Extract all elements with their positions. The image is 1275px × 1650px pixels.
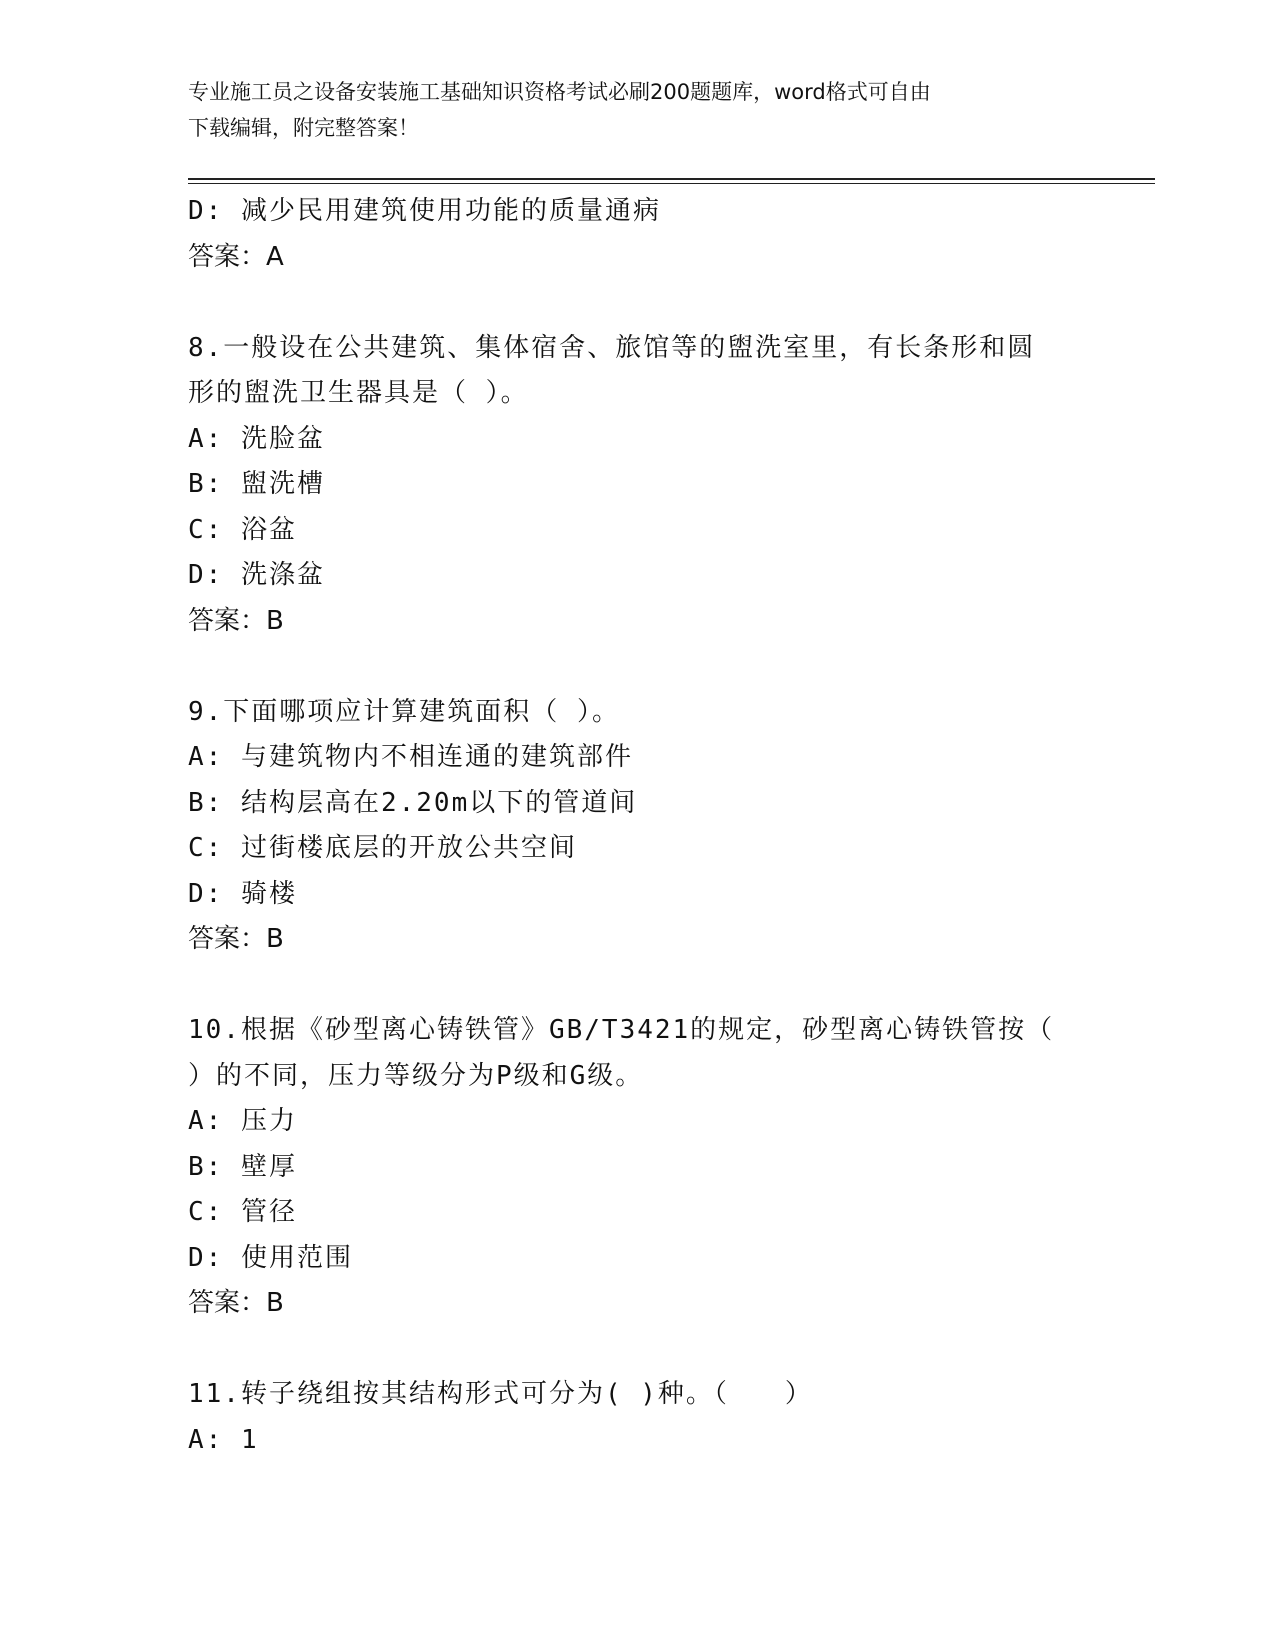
q9-option-c: C: 过街楼底层的开放公共空间 [188,833,577,863]
answer-label: 答案： [188,1288,267,1318]
answer-label: 答案： [188,241,267,272]
q10-stem-line-1: 10.根据《砂型离心铸铁管》GB/T3421的规定，砂型离心铸铁管按（ [188,1015,1055,1045]
header-line-2: 下载编辑，附完整答案！ [188,116,419,140]
q8-option-d: D: 洗涤盆 [188,560,325,590]
document-body [188,189,1068,1463]
q9-option-a: A: 与建筑物内不相连通的建筑部件 [188,742,633,772]
q8-option-c: C: 浴盆 [188,514,297,545]
q10-stem-line-2: ）的不同，压力等级分为P级和G级。 [188,1060,644,1091]
q9-stem-line-1: 9.下面哪项应计算建筑面积（ ）。 [188,696,620,727]
q8-option-a: A: 洗脸盆 [188,423,325,454]
answer-label: 答案： [188,924,267,954]
q8-stem-line-1: 8.一般设在公共建筑、集体宿舍、旅馆等的盥洗室里，有长条形和圆 [188,332,1036,363]
q11-stem-line-1: 11.转子绕组按其结构形式可分为( )种。（ ） [188,1379,813,1409]
header-line-1: 专业施工员之设备安装施工基础知识资格考试必刷200题题库，word格式可自由 [188,80,931,104]
spacer [188,1327,1068,1373]
q10-option-c: C: 管径 [188,1197,297,1227]
q10-option-d: D: 使用范围 [188,1242,353,1273]
q9-answer [188,917,1068,963]
q10-option-b: B: 壁厚 [188,1151,297,1182]
answer-value: B [266,924,284,954]
page-header [188,74,1088,146]
q7-option-d: D: 减少民用建筑使用功能的质量通病 [188,196,661,226]
header-divider [188,178,1155,184]
spacer [188,644,1068,690]
q10-option-a: A: 压力 [188,1106,297,1136]
q9-option-d: D: 骑楼 [188,878,297,909]
answer-value: B [266,1288,284,1318]
answer-value: A [266,241,284,272]
q9-option-b: B: 结构层高在2.20m以下的管道间 [188,787,638,818]
answer-value: B [266,605,284,636]
spacer [188,963,1068,1009]
q8-option-b: B: 盥洗槽 [188,469,325,499]
answer-label: 答案： [188,605,267,636]
q7-answer [188,235,1068,281]
q8-stem-line-2: 形的盥洗卫生器具是（ ）。 [188,378,529,408]
spacer [188,280,1068,326]
q8-answer [188,599,1068,645]
q11-option-a: A: 1 [188,1424,259,1455]
q10-answer [188,1281,1068,1327]
